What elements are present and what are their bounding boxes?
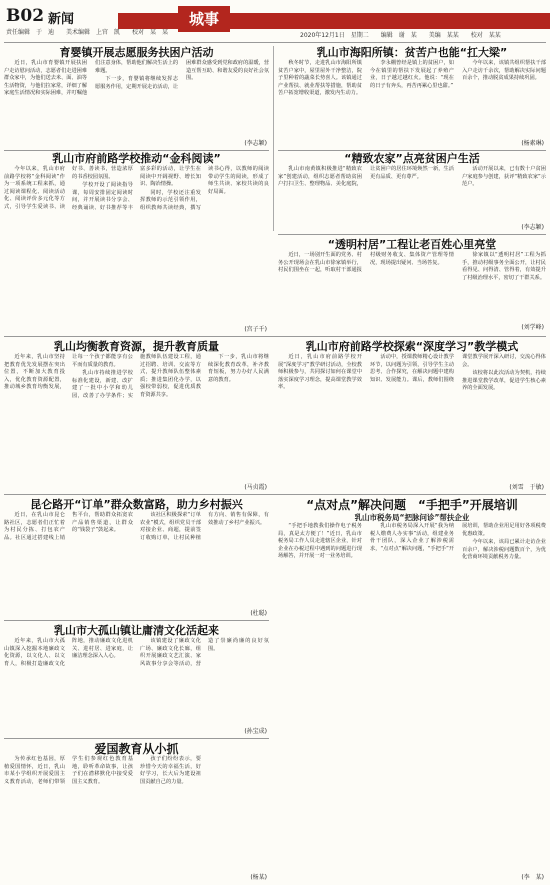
divider [4,620,269,621]
divider [278,234,546,235]
article-author: (杨素琳) [517,138,544,147]
page-header [0,0,550,40]
article-body: “手把手地教我们操作电子税务局，真是太方便了！”近日，乳山市税务局工作人员走进辖区企业，针对企业在办税过程中遇到的问题进行现场解答，并开展一对一业务培训。 乳山市税务局深入开展“我为纳税人缴费人办实事”活动，组建业务骨干团队，深入企业了解涉税需求，“点对点”解决问题，“手把手”开展培训，帮助企业用足用好各项税费优惠政策。 今年以来，该局已累计走访企业百余户，解决涉税问题数百个，为优化营商环境贡献税务力量。 [278,523,546,560]
article-title: “精致农家”点亮贫困户生活 [344,152,480,165]
article-body: 秋冬时节，走进乳山市海阳所镇贫苦户家中，屋里屋外干净整洁，院子里种着的蔬菜长势喜人。该镇通过产业帮扶、就业帮扶等措施，帮助贫苦户拓宽增收渠道，激发内生动力。 李永棚曾经是镇上的贫困户，如今在镇里的帮扶下发展起了养殖产业，日子越过越红火。他说：“现在的日子有奔头，再苦再累心里也甜。” 今年以来，该镇共组织帮扶干部入户走访千余次，帮助解决实际问题百余个，推动脱贫成果持续巩固。 [278,60,546,96]
article-body: 近日，乳山市育婴镇开展扶困户走访慰问活动，志愿者们走进困难群众家中，为他们送去米、面、油等生活物资，与他们拉家常，详细了解家庭生活情况和实际困难，并叮嘱他们注意身体，帮助他们解决生活上的难题。 下一步，育婴镇将继续发挥志愿服务作用，定期开展走访活动，让困难群众感受到党和政府的温暖，营造互帮互助、和谐友爱的良好社会氛围。 [4,60,269,96]
article-title: 乳山市府前路学校探索“深度学习”教学模式 [305,340,519,353]
article-title: “透明村居”工程让老百姓心里亮堂 [327,238,497,251]
article-title: 乳山市大孤山镇让庸清文化活起来 [54,624,219,637]
article-a6 [4,340,269,492]
article-author: (李志颖) [240,138,267,147]
article-author: (李志颖) [517,222,544,231]
article-title: 乳山均衡教育资源，提升教育质量 [54,340,219,353]
article-title: 育婴镇开展志愿服务扶困户活动 [59,46,214,59]
article-title: 乳山市府前路学校推动“金科阅读” [52,152,221,165]
date-line: 2020年12月1日 星期二 编辑 谢 某 美编 某某 校对 某某 [300,32,501,39]
article-a2 [278,46,546,148]
article-a9 [278,498,546,882]
article-author: (杨某) [246,872,267,881]
article-a3 [278,152,546,232]
article-title: 昆仑路开“订单”群众数富路，助力乡村振兴 [30,498,243,511]
article-author: (孙宝成) [240,726,267,735]
page-number: B02 [6,6,45,26]
divider [4,42,546,43]
divider [278,150,546,151]
article-author: (宫子千) [240,324,267,333]
divider [4,494,546,495]
article-body: 近日，在乳山市昆仑路社区，志愿者们正忙着为村民分拣、打包农产品。社区通过搭建线上销售平台，帮助群众拓宽农产品销售渠道，让群众的“钱袋子”鼓起来。 该社区积极探索“订单农业”模式，组织党员干部对接企业、商超，提前签订收购订单，让村民种植有方向、销售有保障，有效推动了乡村产业振兴。 [4,512,269,541]
article-author: (刘学峰) [517,322,544,331]
article-subtitle: 乳山市税务局“把脉问诊”帮扶企业 [354,513,470,522]
article-a8 [4,498,269,618]
article-a11 [4,742,269,882]
article-a10 [4,624,269,736]
article-body: 近日，一场别开生面的党务、村务公开现场会在乳山市徐家镇举行，村民们围坐在一起，听取村干部通报村级财务收支、集体资产管理等情况，现场提出疑问、当场答复。 徐家镇以“透明村居”工程为抓手，推动村级事务全面公开，让村民看得见、问得清、管得着，有效提升了村级治理水平，密切了干群关系。 [278,252,546,281]
article-title: “点对点”解决问题 “手把手”开展培训 [306,498,518,512]
divider [4,150,269,151]
staff-line: 责任编辑 于 迪 美术编辑 上官 凯 校对 某 某 [6,29,169,36]
article-a7 [278,340,546,492]
article-a1 [4,46,269,148]
article-body: 乳山市南黄镇积极推进“精致农家”创建活动，组织志愿者帮助贫困户打扫卫生、整理物品、美化庭院，让贫困户的居住环境焕然一新，生活更有品质、更有尊严。 活动开展以来，已有数十户贫困户家庭参与创建，获评“精致农家”示范户。 [278,166,546,187]
article-author: (刘雪 于敏) [505,482,544,491]
article-author: (李 某) [517,872,544,881]
article-body: 近年来，乳山市坚持把教育优先发展摆在突出位置，不断加大教育投入，优化教育资源配置，推动城乡教育均衡发展，让每一个孩子都能享有公平而有质量的教育。 乳山市持续推进学校标准化建设，新建、改扩建了一批中小学和幼儿园，改善了办学条件；实施教师队伍建设工程，通过招聘、培训、交流等方式，提升教师队伍整体素质；推进集团化办学，以强校带弱校，促进优质教育资源共享。 下一步，乳山市将继续深化教育改革，补齐教育短板，努力办好人民满意的教育。 [4,354,269,399]
article-a4 [4,152,269,334]
article-body: 近年来，乳山市大孤山镇深入挖掘本地廉政文化资源，以文化人、以文育人，积极打造廉政文化阵地，推动廉政文化进机关、进村居、进家庭，让廉洁理念深入人心。 该镇建设了廉政文化广场、廉政文化长廊，组织开展廉政文艺汇演、家风故事分享会等活动，营造了崇廉尚廉的良好氛围。 [4,638,269,667]
column-divider [273,46,274,231]
section-tag: 城事 [178,6,230,32]
article-author: (马贞霞) [240,482,267,491]
divider [4,336,546,337]
article-title: 爱国教育从小抓 [94,742,179,756]
article-author: (杜聪) [246,608,267,617]
article-title: 乳山市海阳所镇：贫苦户也能“扛大梁” [316,46,508,59]
article-body: 为传承红色基因，厚植爱国情怀，近日，乳山市某小学组织开展爱国主义教育活动，老师们带领学生们参观红色教育基地，聆听革命故事，让孩子们在潜移默化中接受爱国主义教育。 孩子们纷纷表示，要珍惜今天的幸福生活，好好学习，长大后为建设祖国贡献自己的力量。 [4,756,201,785]
section-name: 新闻 [48,12,75,27]
article-body: 近日，乳山市府前路学校开展“深度学习”教学研讨活动，全校教师积极参与，共同探讨如何在课堂中落实深度学习理念，提高课堂教学效率。 活动中，授课教师精心设计教学环节，以问题为引领，引导学生主动思考、合作探究，在解决问题中建构知识、发展能力。课后，教师们围绕课堂教学展开深入研讨，交流心得体会。 该校将以此次活动为契机，持续推进课堂教学改革，促进学生核心素养的全面发展。 [278,354,546,391]
article-a5 [278,238,546,332]
article-body: 今年以来，乳山市府前路学校将“金科阅读”作为一项系统工程来抓，通过阅读课程化、阅读活动化、阅读评价多元化等方式，引导学生爱读书、读好书、善读书，营造浓厚的书香校园氛围。 学校开设了阅读指导课，每周安排固定阅读时间，并开展读书分享会、经典诵读、好书推荐等丰富多彩的活动，让学生在阅读中开阔视野、增长知识、陶冶情操。 同时，学校还注重发挥教师的示范引领作用，组织教师共读经典，撰写读书心得，以教师的阅读带动学生的阅读，形成了师生共读、家校共读的良好局面。 [4,166,269,211]
divider [4,738,269,739]
